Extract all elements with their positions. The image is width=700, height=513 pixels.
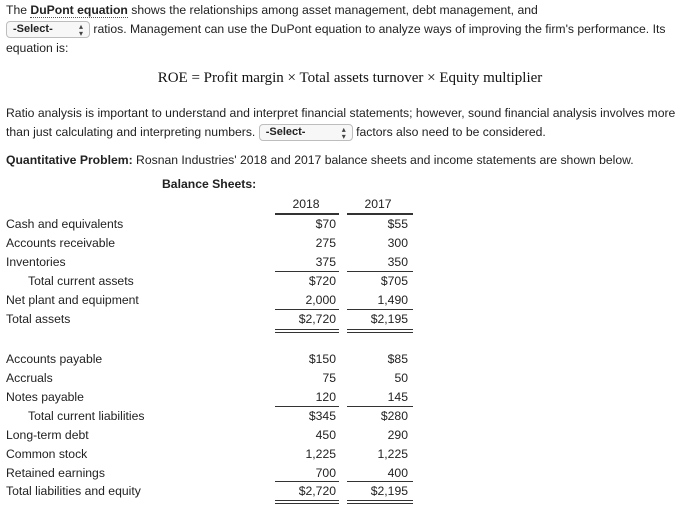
select-dropdown-2[interactable]: -Select- ▴ ▾ — [259, 124, 353, 141]
subtotal-rule — [275, 271, 339, 272]
table-cell-2017: 300 — [387, 236, 408, 250]
table-cell-2018: 700 — [315, 466, 336, 480]
table-cell-2018: 450 — [315, 428, 336, 442]
table-cell-2017: 400 — [387, 466, 408, 480]
intro-line-3: equation is: — [6, 41, 69, 55]
double-rule — [347, 500, 413, 501]
table-cell-2017: $705 — [380, 274, 408, 288]
quantitative-problem: Quantitative Problem: Rosnan Industries' 2018 and 2017 balance sheets and income statements are shown below. — [6, 153, 634, 167]
ratio-line-1: Ratio analysis is important to understand and interpret financial statements; however, sound financial analysis involves more — [6, 106, 676, 120]
double-rule — [275, 329, 339, 330]
table-row-label: Common stock — [6, 447, 88, 461]
dupont-equation-term: DuPont equation — [30, 3, 128, 17]
table-row-label: Total liabilities and equity — [6, 484, 141, 498]
year-header-2017: 2017 — [364, 197, 392, 211]
table-cell-2017: 145 — [387, 390, 408, 404]
double-rule — [275, 332, 339, 333]
double-rule — [347, 503, 413, 504]
total-rule — [275, 309, 339, 310]
table-cell-2018: $345 — [308, 409, 336, 423]
table-row-label: Inventories — [6, 255, 66, 269]
total-rule — [347, 481, 413, 482]
table-cell-2017: 290 — [387, 428, 408, 442]
table-cell-2017: $55 — [387, 217, 408, 231]
double-rule — [275, 503, 339, 504]
ratio-paragraph — [6, 104, 694, 142]
table-cell-2017: 1,490 — [377, 293, 408, 307]
double-rule — [347, 329, 413, 330]
table-cell-2017: 1,225 — [377, 447, 408, 461]
ratio-line-2: than just calculating and interpreting numbers. -Select- ▴ ▾ factors also need to be considered. — [6, 124, 546, 141]
table-cell-2017: $85 — [387, 352, 408, 366]
table-cell-2018: 2,000 — [305, 293, 336, 307]
table-row-label: Total current liabilities — [28, 409, 145, 423]
table-cell-2017: 350 — [387, 255, 408, 269]
subtotal-rule — [347, 406, 413, 407]
table-cell-2018: 75 — [322, 371, 336, 385]
table-row-label: Notes payable — [6, 390, 84, 404]
select-arrows-icon: ▴ ▾ — [78, 21, 83, 38]
year-header-2018: 2018 — [292, 197, 320, 211]
double-rule — [275, 500, 339, 501]
total-rule — [347, 309, 413, 310]
intro-line-2: -Select- ▴ ▾ ratios. Management can use the DuPont equation to analyze ways of improving the firm's performance. Its — [6, 20, 694, 39]
table-cell-2018: 1,225 — [305, 447, 336, 461]
problem-label: Quantitative Problem: — [6, 153, 133, 167]
table-cell-2018: $150 — [308, 352, 336, 366]
table-cell-2018: $2,720 — [298, 484, 336, 498]
subtotal-rule — [275, 406, 339, 407]
table-row-label: Total current assets — [28, 274, 134, 288]
table-cell-2018: $2,720 — [298, 312, 336, 326]
header-rule-2018 — [275, 213, 339, 215]
header-rule-2017 — [347, 213, 413, 215]
dupont-equation: ROE = Profit margin × Total assets turnover × Equity multiplier — [157, 70, 543, 86]
balance-sheet-title: Balance Sheets: — [162, 177, 257, 191]
table-row-label: Accruals — [6, 371, 53, 385]
table-row-label: Total assets — [6, 312, 71, 326]
select-arrows-icon: ▴ ▾ — [341, 124, 346, 141]
double-rule — [347, 332, 413, 333]
intro-paragraph — [6, 1, 694, 58]
table-row-label: Accounts receivable — [6, 236, 116, 250]
table-cell-2018: 275 — [315, 236, 336, 250]
table-row-label: Cash and equivalents — [6, 217, 124, 231]
table-cell-2018: $70 — [315, 217, 336, 231]
table-cell-2018: 120 — [315, 390, 336, 404]
table-row-label: Retained earnings — [6, 466, 105, 480]
subtotal-rule — [347, 271, 413, 272]
table-row-label: Accounts payable — [6, 352, 103, 366]
select-dropdown-1[interactable]: -Select- ▴ ▾ — [6, 21, 90, 38]
intro-line-1: The DuPont equation shows the relationships among asset management, debt management, and — [6, 3, 538, 17]
table-row-label: Net plant and equipment — [6, 293, 139, 307]
table-cell-2018: 375 — [315, 255, 336, 269]
table-cell-2017: $2,195 — [370, 312, 408, 326]
table-cell-2017: $2,195 — [370, 484, 408, 498]
table-cell-2017: 50 — [394, 371, 408, 385]
table-row-label: Long-term debt — [6, 428, 89, 442]
table-cell-2017: $280 — [380, 409, 408, 423]
total-rule — [275, 481, 339, 482]
table-cell-2018: $720 — [308, 274, 336, 288]
